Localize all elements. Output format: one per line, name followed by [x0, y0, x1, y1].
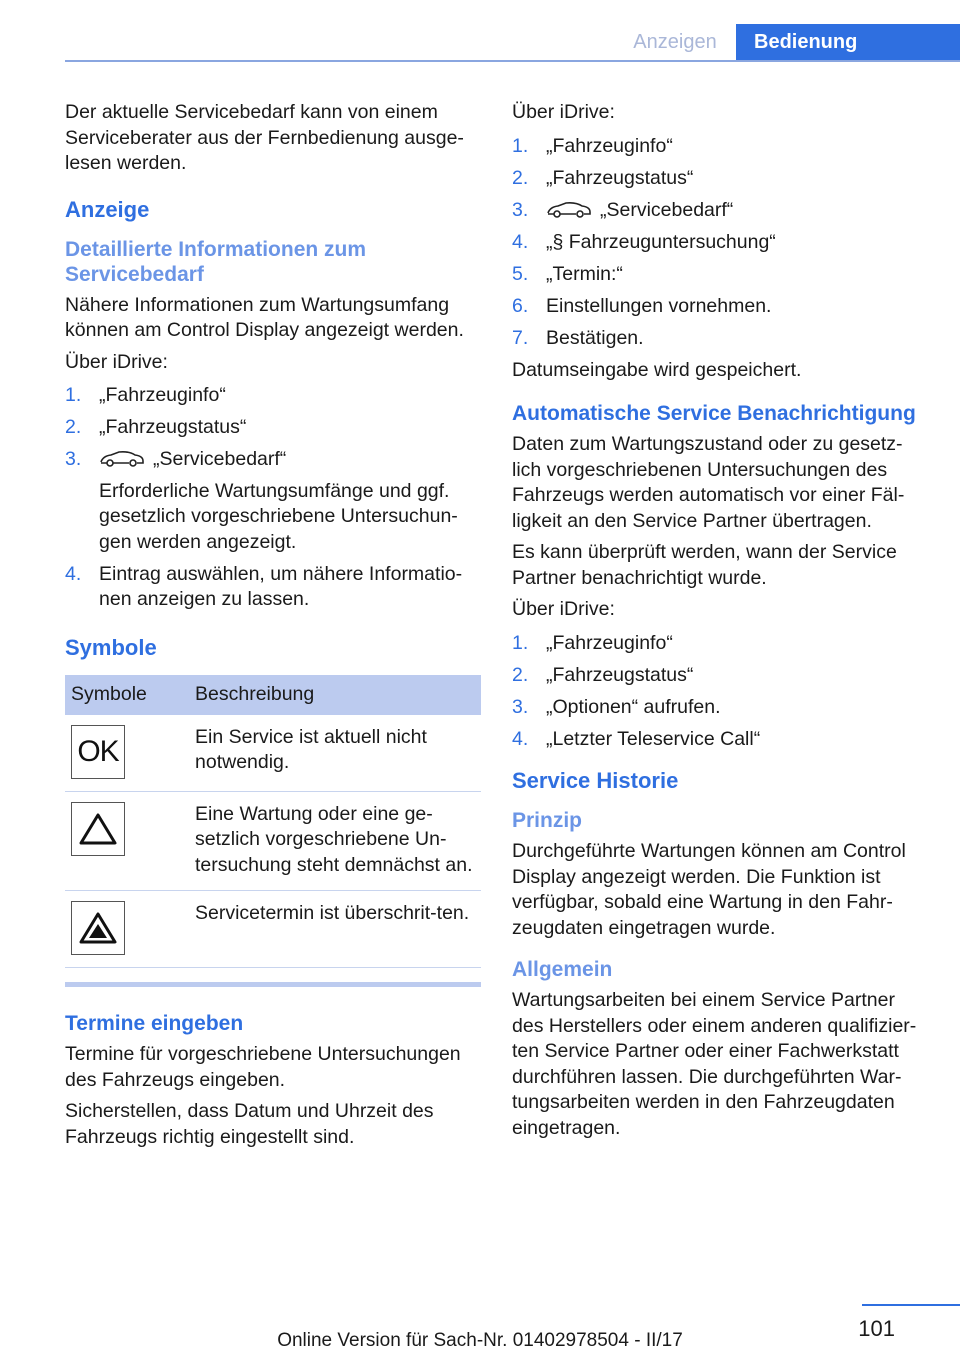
- table-end-bar: [65, 982, 481, 987]
- table-row: [65, 791, 481, 891]
- table-cell-desc: Ein Service ist aktuell nicht notwendig.: [189, 715, 481, 792]
- detail-text: Nähere Informationen zum Wartungsumfang können am Control Display angezeigt werden.: [65, 293, 464, 341]
- heading-prinzip: Prinzip: [512, 809, 583, 832]
- symbol-table: [65, 675, 481, 969]
- footer-rule: [862, 1304, 960, 1306]
- heading-service-historie: Service Historie: [512, 768, 679, 793]
- list-item: 3. „Servicebedarf“: [512, 198, 734, 221]
- left-column: [65, 100, 481, 1156]
- heading-detail: Detaillierte Informationen zum Servicebedarf: [65, 237, 367, 286]
- header-rule: [65, 60, 960, 62]
- termine-text-2: Sicherstellen, dass Datum und Uhrzeit des Fahrzeugs richtig eingestellt sind.: [65, 1100, 434, 1148]
- heading-symbole: Symbole: [65, 634, 157, 660]
- warning-triangle-filled-icon: [71, 901, 125, 955]
- list-item: 7. Bestätigen.: [512, 326, 644, 349]
- list-item: 5. „Termin:“: [512, 262, 623, 285]
- table-header-beschreibung: Beschreibung: [189, 675, 481, 715]
- table-row: [65, 891, 481, 968]
- list-item: 3. „Optionen“ aufrufen.: [512, 695, 721, 718]
- table-header-symbole: Symbole: [65, 675, 189, 715]
- tab-anzeigen[interactable]: Anzeigen: [633, 31, 717, 53]
- heading-auto-service: Automatische Service Benachrichtigung: [512, 402, 916, 425]
- termine-text-1: Termine für vorgeschriebene Untersuchungen des Fahrzeugs eingeben.: [65, 1043, 461, 1091]
- footer-online-version: Online Version für Sach-Nr. 01402978504 - II/17: [277, 1330, 683, 1351]
- table-cell-desc: Eine Wartung oder eine ge‐setzlich vorgeschriebene Un‐tersuchung steht demnächst an.: [189, 791, 481, 891]
- ok-icon: OK: [71, 725, 125, 779]
- heading-allgemein: Allgemein: [512, 958, 613, 981]
- idrive-label: Über iDrive:: [512, 598, 615, 620]
- list-item: 1. „Fahrzeuginfo“: [65, 384, 226, 406]
- idrive-label: Über iDrive:: [512, 101, 615, 123]
- car-icon: [99, 450, 145, 468]
- auto-text-1: Daten zum Wartungszustand oder zu gesetz‐lich vorgeschriebenen Untersuchungen des Fahrzeugs werden automatisch vor einer Fäl‐ligkeit an den Service Partner übertragen.: [512, 433, 905, 532]
- allgemein-text: Wartungsarbeiten bei einem Service Partner des Herstellers oder einem anderen qualifizier‐ten Service Partner oder einer Fachwerkstatt durchführen lassen. Die durchgeführten War‐tungsarbeiten werden in den Fahrzeugdaten eingetragen.: [512, 989, 917, 1139]
- list-item: 3. „Servicebedarf“ Erforderliche Wartungsumfänge und ggf. gesetzlich vorgeschriebene Untersuchun‐gen werden angezeigt.: [65, 447, 481, 555]
- list-item: 6. Einstellungen vornehmen.: [512, 294, 772, 317]
- table-cell-desc: Servicetermin ist überschrit‐ten.: [189, 891, 481, 968]
- steps-list: [512, 134, 930, 352]
- list-item: 1. „Fahrzeuginfo“: [512, 134, 673, 157]
- saved-text: Datumseingabe wird gespeichert.: [512, 358, 802, 381]
- warning-triangle-outline-icon: [71, 802, 125, 856]
- heading-termine: Termine eingeben: [65, 1012, 244, 1035]
- right-column: [512, 100, 930, 1147]
- heading-anzeige: Anzeige: [65, 196, 150, 222]
- list-item: 2. „Fahrzeugstatus“: [65, 416, 247, 438]
- list-item: 1. „Fahrzeuginfo“: [512, 631, 673, 654]
- list-item: 2. „Fahrzeugstatus“: [512, 166, 694, 189]
- steps-list: [512, 631, 930, 753]
- list-item: 2. „Fahrzeugstatus“: [512, 663, 694, 686]
- tab-bedienung[interactable]: Bedienung: [736, 24, 960, 60]
- page-number: 101: [858, 1316, 895, 1341]
- steps-list: [65, 383, 481, 613]
- car-icon: [546, 201, 592, 219]
- step-3-detail: Erforderliche Wartungsumfänge und ggf. gesetzlich vorgeschriebene Untersuchun‐gen werden angezeigt.: [99, 479, 458, 553]
- list-item: 4. Eintrag auswählen, um nähere Informatio‐nen anzeigen zu lassen.: [65, 562, 463, 610]
- table-row: [65, 715, 481, 792]
- list-item: 4. „Letzter Teleservice Call“: [512, 727, 761, 750]
- auto-text-2: Es kann überprüft werden, wann der Service Partner benachrichtigt wurde.: [512, 541, 897, 589]
- prinzip-text: Durchgeführte Wartungen können am Control Display angezeigt werden. Die Funktion ist verfügbar, sobald eine Wartung in den Fahr‐zeugdaten eingetragen wurde.: [512, 840, 906, 939]
- idrive-label: Über iDrive:: [65, 350, 168, 373]
- intro-text: Der aktuelle Servicebedarf kann von einem Serviceberater aus der Fernbedienung ausge‐lesen werden.: [65, 101, 464, 174]
- list-item: 4. „§ Fahrzeuguntersuchung“: [512, 230, 776, 253]
- table-header-row: [65, 675, 481, 715]
